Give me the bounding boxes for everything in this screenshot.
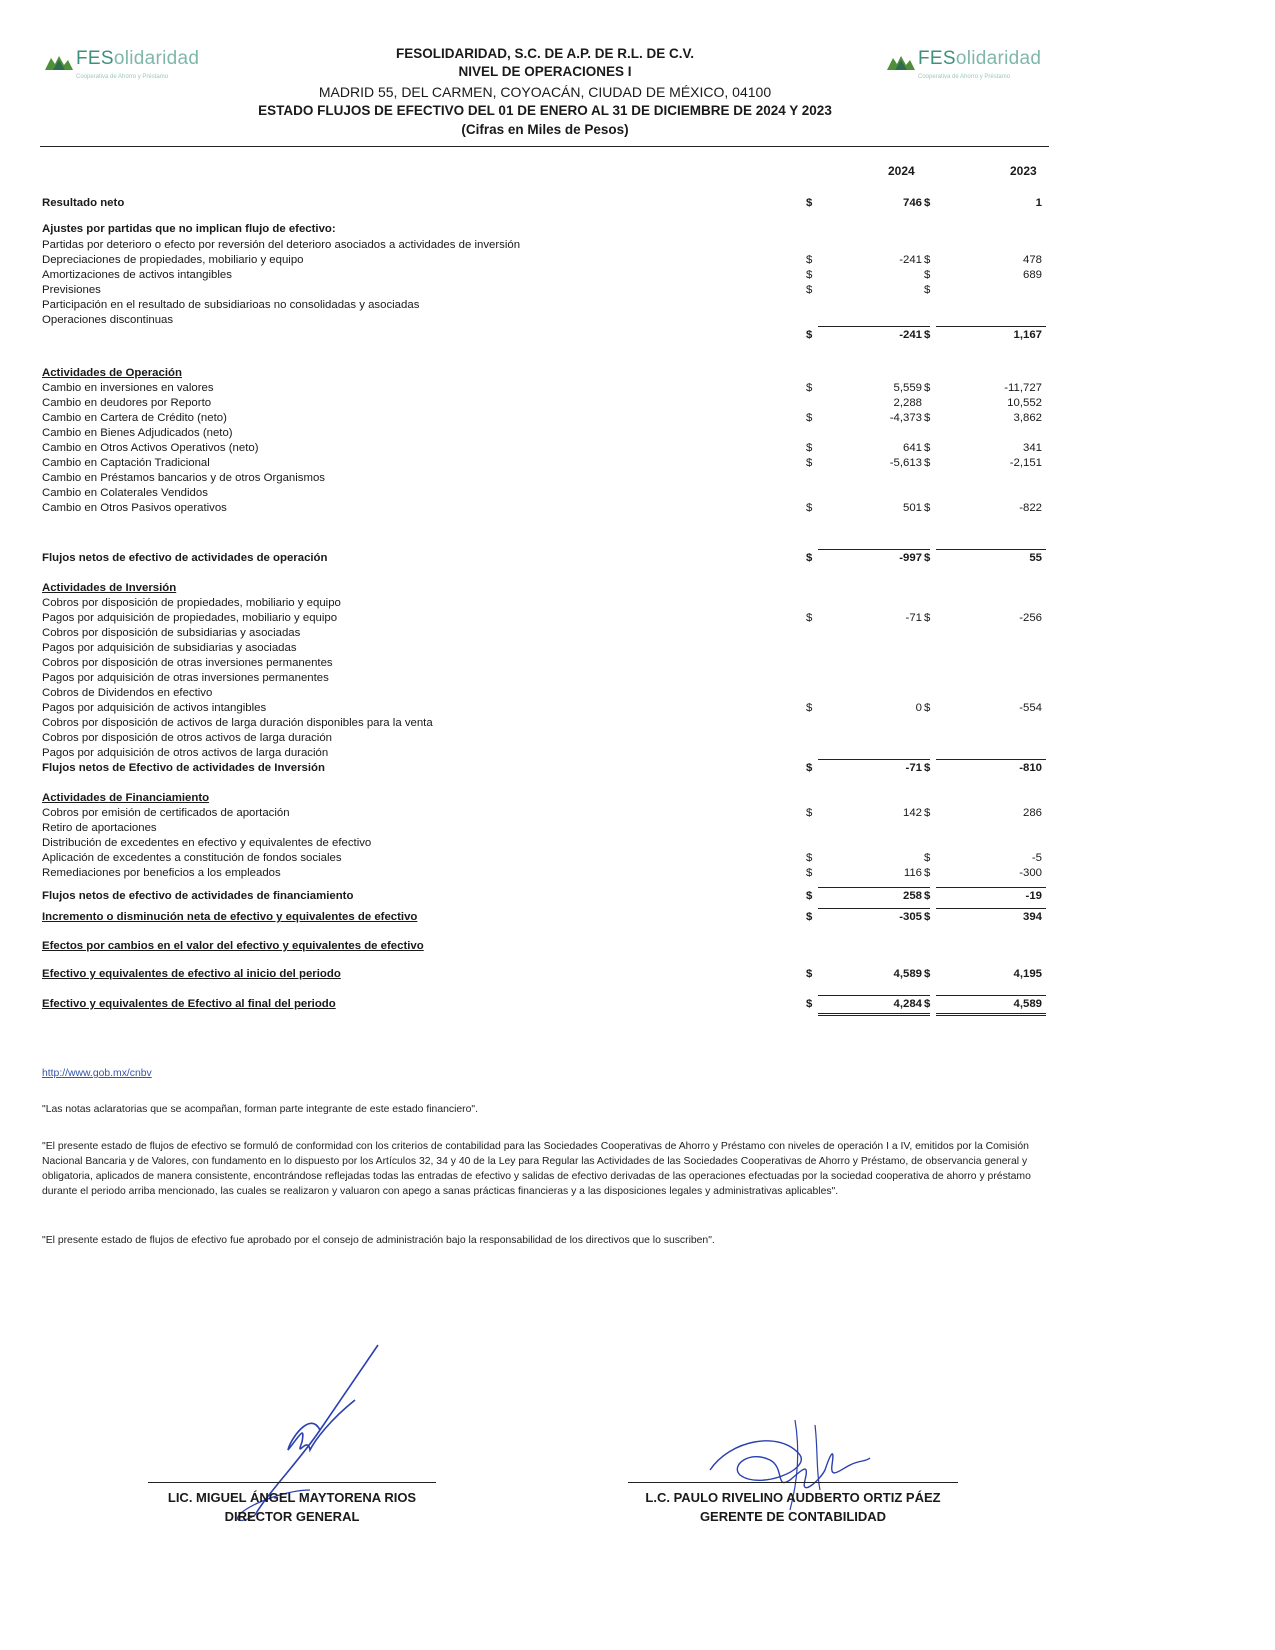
currency-sign-2023: $ [924, 968, 931, 980]
note-criteria: "El presente estado de flujos de efectivo se formuló de conformidad con los criterios de contabilidad para las Sociedades Cooperativas de Ahorro y Préstamo con niveles de operación I a IV, emitidos por la Comisión Nacional Bancaria y de Valores, con fundamento en lo dispuesto por los Artículos 32, 34 y 40 de la Ley para Regular las Actividades de las Sociedades Cooperativas de Ahorro y Préstamo, de observancia general y obligatoria, aplicados de manera consistente, encontrándose reflejadas todas las entradas de efectivo y salidas de efectivo derivadas de las operaciones efectuadas por la sociedad cooperativa de ahorro y préstamo durante el periodo arriba mencionado, las cuales se realizaron y valuaron con apego a sanas prácticas financieras y a las disposiciones legales y administrativas aplicables". [42, 1141, 1031, 1197]
subtotal-rule [818, 326, 930, 327]
row-label: Pagos por adquisición de propiedades, mobiliario y equipo [42, 612, 338, 624]
row-label: Flujos netos de efectivo de actividades de operación [42, 552, 328, 564]
value-2024: 142 [902, 807, 922, 819]
value-2023: 341 [1022, 442, 1042, 454]
value-2023: 1 [1035, 197, 1042, 209]
row-label: Remediaciones por beneficios a los empleados [42, 867, 281, 879]
logo-tagline: Cooperativa de Ahorro y Préstamo [76, 74, 169, 80]
value-2024: -241 [899, 254, 922, 266]
signature-line-director [148, 1482, 436, 1483]
subtotal-rule [936, 908, 1046, 909]
row-label: Cambio en inversiones en valores [42, 382, 214, 394]
value-2023: 478 [1022, 254, 1042, 266]
accountant-role: GERENTE DE CONTABILIDAD [699, 1509, 887, 1524]
logo-brand-rest: olidaridad [955, 48, 1042, 69]
value-2024: 4,589 [893, 968, 922, 980]
currency-sign-2024: $ [806, 852, 813, 864]
row-label: Pagos por adquisición de activos intangibles [42, 702, 267, 714]
logo-tagline: Cooperativa de Ahorro y Préstamo [918, 74, 1011, 80]
row-label: Incremento o disminución neta de efectivo y equivalentes de efectivo [42, 911, 418, 923]
logo-brand-rest: olidaridad [113, 48, 200, 69]
value-2023: 394 [1022, 911, 1042, 923]
currency-sign-2023: $ [924, 852, 931, 864]
row-label: Pagos por adquisición de otras inversiones permanentes [42, 672, 329, 684]
row-label: Actividades de Operación [42, 367, 182, 379]
currency-sign-2024: $ [806, 867, 813, 879]
currency-sign-2023: $ [924, 382, 931, 394]
row-label: Cambio en Captación Tradicional [42, 457, 210, 469]
logo-right [886, 48, 1042, 90]
subtotal-rule [818, 549, 930, 550]
value-2024: 4,284 [893, 998, 922, 1010]
director-name: LIC. MIGUEL ÁNGEL MAYTORENA RIOS [167, 1490, 417, 1505]
currency-sign-2023: $ [924, 502, 931, 514]
currency-sign-2024: $ [806, 254, 813, 266]
value-2024: -5,613 [889, 457, 922, 469]
accountant-name: L.C. PAULO RIVELINO AUDBERTO ORTIZ PÁEZ [645, 1490, 941, 1505]
cnbv-link[interactable]: http://www.gob.mx/cnbv [42, 1068, 152, 1079]
currency-sign-2024: $ [806, 807, 813, 819]
currency-sign-2023: $ [924, 552, 931, 564]
value-2024: 641 [902, 442, 922, 454]
row-label: Participación en el resultado de subsidiarioas no consolidadas y asociadas [42, 299, 420, 311]
currency-sign-2024: $ [806, 329, 813, 341]
currency-sign-2024: $ [806, 412, 813, 424]
logo-left [44, 48, 200, 90]
value-2024: 746 [902, 197, 922, 209]
currency-sign-2024: $ [806, 442, 813, 454]
note-approval: "El presente estado de flujos de efectivo fue aprobado por el consejo de administración bajo la responsabilidad de los directivos que lo suscriben". [42, 1235, 715, 1246]
row-label: Ajustes por partidas que no implican flujo de efectivo: [42, 223, 336, 235]
row-label: Cambio en Otros Activos Operativos (neto) [42, 442, 259, 454]
currency-sign-2023: $ [924, 197, 931, 209]
subtotal-rule [818, 908, 930, 909]
currency-sign-2024: $ [806, 284, 813, 296]
currency-sign-2024: $ [806, 502, 813, 514]
value-2023: 286 [1022, 807, 1042, 819]
currency-sign-2023: $ [924, 269, 931, 281]
row-label: Cobros por disposición de propiedades, mobiliario y equipo [42, 597, 341, 609]
value-2023: -11,727 [1004, 382, 1042, 394]
row-label: Flujos netos de Efectivo de actividades de Inversión [42, 762, 325, 774]
currency-sign-2023: $ [924, 457, 931, 469]
row-label: Flujos netos de efectivo de actividades de financiamiento [42, 890, 354, 902]
currency-sign-2024: $ [806, 382, 813, 394]
value-2024: 258 [902, 890, 922, 902]
row-label: Efectos por cambios en el valor del efectivo y equivalentes de efectivo [42, 940, 424, 952]
row-label: Cobros por disposición de subsidiarias y asociadas [42, 627, 301, 639]
row-label: Cambio en Bienes Adjudicados (neto) [42, 427, 233, 439]
row-label: Cambio en Otros Pasivos operativos [42, 502, 227, 514]
note-integral: "Las notas aclaratorias que se acompañan, forman parte integrante de este estado financiero". [42, 1104, 478, 1115]
row-label: Cobros por disposición de activos de larga duración disponibles para la venta [42, 717, 433, 729]
currency-sign-2024: $ [806, 762, 813, 774]
currency-sign-2023: $ [924, 762, 931, 774]
column-header-2023: 2023 [1010, 164, 1037, 178]
currency-sign-2024: $ [806, 269, 813, 281]
currency-sign-2024: $ [806, 612, 813, 624]
row-label: Amortizaciones de activos intangibles [42, 269, 232, 281]
row-label: Partidas por deterioro o efecto por reversión del deterioro asociados a actividades de inversión [42, 239, 521, 251]
subtotal-rule [936, 1013, 1046, 1014]
header-rule [40, 146, 1049, 147]
value-2023: -822 [1019, 502, 1042, 514]
subtotal-rule [936, 759, 1046, 760]
currency-sign-2024: $ [806, 911, 813, 923]
cooperative-logo-icon [886, 52, 916, 72]
subtotal-rule [818, 995, 930, 996]
value-2024: -305 [899, 911, 922, 923]
currency-sign-2024: $ [806, 552, 813, 564]
subtotal-rule [936, 995, 1046, 996]
currency-sign-2024: $ [806, 702, 813, 714]
value-2024: -4,373 [889, 412, 922, 424]
value-2024: 2,288 [893, 397, 922, 409]
value-2023: 3,862 [1013, 412, 1042, 424]
statement-title: ESTADO FLUJOS DE EFECTIVO DEL 01 DE ENERO AL 31 DE DICIEMBRE DE 2024 Y 2023 [258, 103, 832, 118]
value-2024: 0 [915, 702, 922, 714]
operation-level: NIVEL DE OPERACIONES I [458, 64, 632, 79]
value-2024: 116 [903, 867, 922, 879]
column-header-2024: 2024 [888, 164, 915, 178]
value-2023: -256 [1019, 612, 1042, 624]
value-2023: -300 [1019, 867, 1042, 879]
currency-sign-2023: $ [924, 998, 931, 1010]
row-label: Efectivo y equivalentes de efectivo al inicio del periodo [42, 968, 341, 980]
logo-brand-fes: FES [76, 48, 114, 69]
row-label: Actividades de Financiamiento [42, 792, 210, 804]
signature-line-accountant [628, 1482, 958, 1483]
row-label: Distribución de excedentes en efectivo y equivalentes de efectivo [42, 837, 372, 849]
row-label: Cambio en Préstamos bancarios y de otros Organismos [42, 472, 325, 484]
row-label: Cambio en Colaterales Vendidos [42, 487, 208, 499]
director-role: DIRECTOR GENERAL [224, 1509, 360, 1524]
value-2024: -71 [905, 762, 922, 774]
row-label: Cobros por emisión de certificados de aportación [42, 807, 290, 819]
currency-sign-2023: $ [924, 442, 931, 454]
value-2024: 5,559 [893, 382, 922, 394]
company-address: MADRID 55, DEL CARMEN, COYOACÁN, CIUDAD DE MÉXICO, 04100 [318, 84, 772, 100]
row-label: Cobros por disposición de otras inversiones permanentes [42, 657, 333, 669]
value-2024: -241 [899, 329, 922, 341]
row-label: Cobros de Dividendos en efectivo [42, 687, 213, 699]
currency-sign-2023: $ [924, 329, 931, 341]
currency-sign-2023: $ [924, 702, 931, 714]
value-2023: -810 [1019, 762, 1042, 774]
value-2023: 1,167 [1013, 329, 1042, 341]
subtotal-rule [818, 1013, 930, 1014]
value-2023: -19 [1025, 890, 1042, 902]
subtotal-rule [818, 759, 930, 760]
row-label: Pagos por adquisición de otros activos de larga duración [42, 747, 329, 759]
value-2024: 501 [902, 502, 922, 514]
currency-sign-2023: $ [924, 254, 931, 266]
cooperative-logo-icon [44, 52, 74, 72]
currency-sign-2024: $ [806, 457, 813, 469]
row-label: Cambio en Cartera de Crédito (neto) [42, 412, 227, 424]
currency-sign-2024: $ [806, 998, 813, 1010]
value-2023: 55 [1029, 552, 1042, 564]
value-2024: -997 [899, 552, 922, 564]
subtotal-rule [936, 549, 1046, 550]
currency-sign-2024: $ [806, 890, 813, 902]
value-2023: 689 [1022, 269, 1042, 281]
value-2023: 4,195 [1013, 968, 1042, 980]
currency-sign-2023: $ [924, 412, 931, 424]
row-label: Operaciones discontinuas [42, 314, 174, 326]
value-2024: -71 [905, 612, 922, 624]
currency-sign-2023: $ [924, 807, 931, 819]
currency-sign-2023: $ [924, 284, 931, 296]
row-label: Aplicación de excedentes a constitución de fondos sociales [42, 852, 342, 864]
subtotal-rule [936, 887, 1046, 888]
value-2023: -5 [1031, 852, 1042, 864]
company-name: FESOLIDARIDAD, S.C. DE A.P. DE R.L. DE C.V. [395, 46, 695, 61]
subtotal-rule [936, 326, 1046, 327]
row-label: Actividades de Inversión [42, 582, 177, 594]
subtotal-rule [818, 887, 930, 888]
value-2023: -2,151 [1009, 457, 1042, 469]
row-label: Pagos por adquisición de subsidiarias y asociadas [42, 642, 297, 654]
statement-subtitle: (Cifras en Miles de Pesos) [461, 122, 629, 137]
value-2023: 4,589 [1013, 998, 1042, 1010]
row-label: Cobros por disposición de otros activos de larga duración [42, 732, 332, 744]
currency-sign-2023: $ [924, 612, 931, 624]
row-label: Efectivo y equivalentes de Efectivo al final del periodo [42, 998, 336, 1010]
logo-brand-fes: FES [918, 48, 956, 69]
currency-sign-2023: $ [924, 911, 931, 923]
currency-sign-2023: $ [924, 867, 931, 879]
row-label: Depreciaciones de propiedades, mobiliario y equipo [42, 254, 304, 266]
value-2023: 10,552 [1007, 397, 1042, 409]
currency-sign-2023: $ [924, 890, 931, 902]
currency-sign-2024: $ [806, 197, 813, 209]
subtotal-rule [818, 1015, 930, 1016]
row-label: Retiro de aportaciones [42, 822, 157, 834]
row-label: Cambio en deudores por Reporto [42, 397, 212, 409]
row-label: Resultado neto [42, 197, 125, 209]
subtotal-rule [936, 1015, 1046, 1016]
value-2023: -554 [1019, 702, 1042, 714]
currency-sign-2024: $ [806, 968, 813, 980]
row-label: Previsiones [42, 284, 101, 296]
